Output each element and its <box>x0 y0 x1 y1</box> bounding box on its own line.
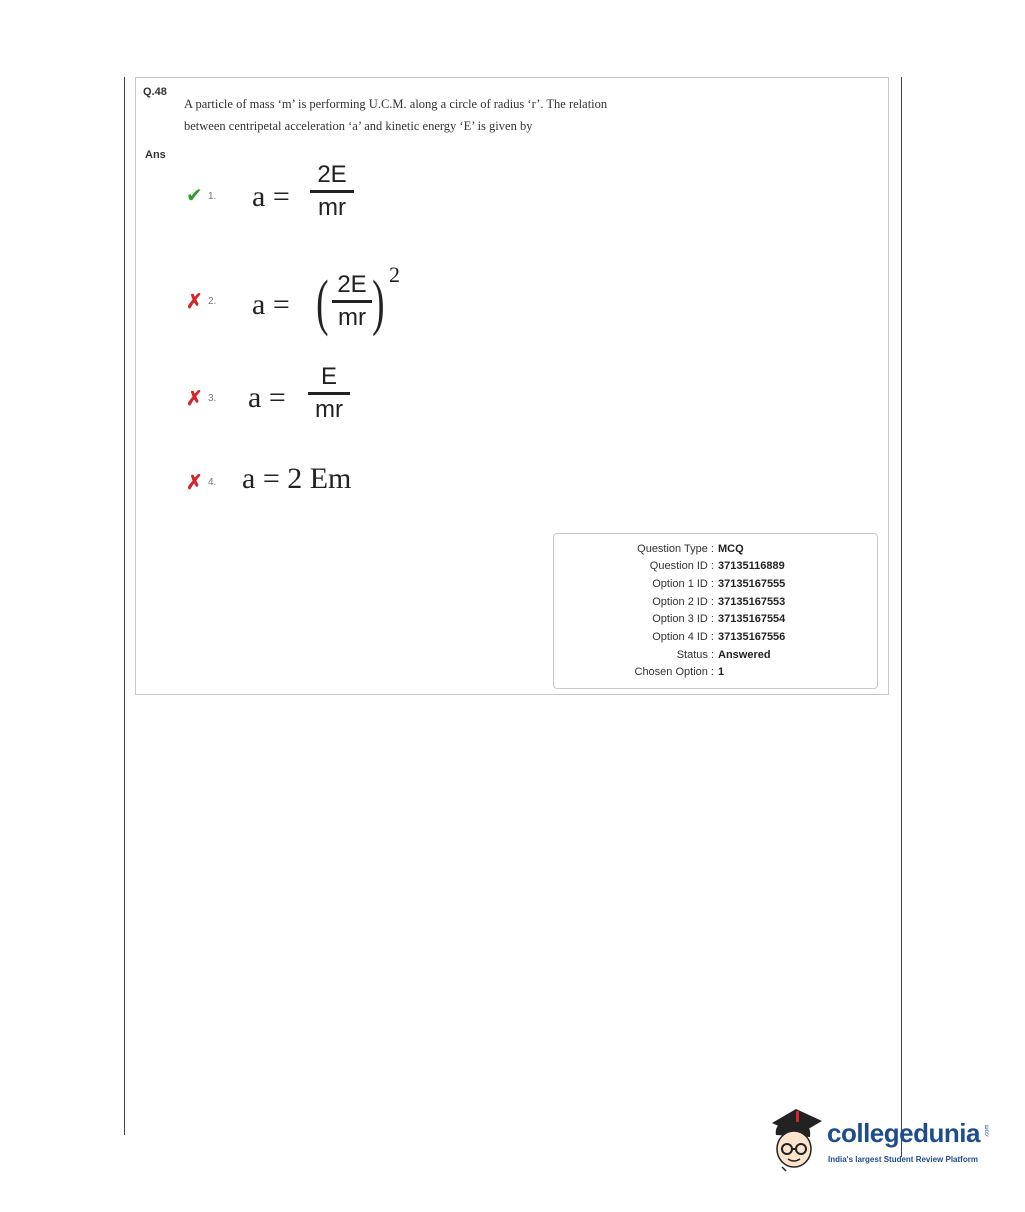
info-value: 37135167554 <box>718 613 786 625</box>
wrong-cross-icon: ✗ <box>186 472 203 494</box>
option-fraction <box>308 364 350 423</box>
fraction-numerator: 2E <box>317 161 347 188</box>
brand-dotcom: .com <box>984 1124 991 1138</box>
left-paren: ( <box>316 269 329 337</box>
answer-label: Ans <box>145 149 166 161</box>
info-value: 37135167555 <box>718 578 786 590</box>
wrong-cross-icon: ✗ <box>186 291 203 313</box>
fraction-denominator: mr <box>338 304 366 331</box>
info-label: Option 1 ID : <box>652 578 714 590</box>
fraction-numerator: E <box>320 363 337 390</box>
brand-name: collegedunia <box>827 1118 980 1148</box>
question-text-line-1: A particle of mass ‘m’ is performing U.C.M. along a circle of radius ‘r’. The relation <box>184 97 608 111</box>
question-number: Q.48 <box>143 86 167 98</box>
info-label: Option 3 ID : <box>652 613 714 625</box>
fraction-denominator: mr <box>318 194 346 221</box>
fraction-numerator: 2E <box>337 271 367 298</box>
info-label: Question Type : <box>637 543 714 555</box>
option-expression: a = 2 Em <box>242 462 352 495</box>
info-value: 37135167553 <box>718 596 786 608</box>
info-value: 37135116889 <box>718 560 785 572</box>
option-lhs: a = <box>248 381 286 414</box>
option-number: 2. <box>208 296 217 307</box>
correct-check-icon: ✔ <box>186 185 203 207</box>
wrong-cross-icon: ✗ <box>186 388 203 410</box>
info-label: Option 2 ID : <box>652 596 714 608</box>
info-label: Question ID : <box>649 560 714 572</box>
info-value: Answered <box>718 649 771 661</box>
question-text <box>184 93 704 137</box>
question-text-line-2: between centripetal acceleration ‘a’ and kinetic energy ‘E’ is given by <box>184 119 533 133</box>
info-value: 37135167556 <box>718 631 786 643</box>
option-lhs: a = <box>252 288 290 321</box>
option-fraction <box>310 162 354 221</box>
question-info-panel <box>553 533 878 689</box>
option-lhs: a = <box>252 180 290 213</box>
info-label: Chosen Option : <box>634 666 714 678</box>
info-label: Status : <box>676 649 714 661</box>
fraction-bar <box>310 190 354 193</box>
right-page-rule <box>901 77 902 1157</box>
option-number: 4. <box>208 477 217 488</box>
mascot-logo-icon <box>768 1105 826 1173</box>
fraction-denominator: mr <box>315 396 343 423</box>
fraction-bar <box>308 392 350 395</box>
fraction-bar <box>332 300 372 303</box>
info-value: 1 <box>718 666 725 678</box>
left-page-rule <box>124 77 125 1135</box>
right-paren: ) <box>372 269 385 337</box>
option-fraction <box>332 272 372 331</box>
brand-tagline: India's largest Student Review Platform <box>828 1155 978 1164</box>
option-number: 1. <box>208 191 217 202</box>
exponent: 2 <box>389 262 400 287</box>
info-label: Option 4 ID : <box>652 631 714 643</box>
info-value: MCQ <box>718 543 744 555</box>
option-number: 3. <box>208 393 217 404</box>
